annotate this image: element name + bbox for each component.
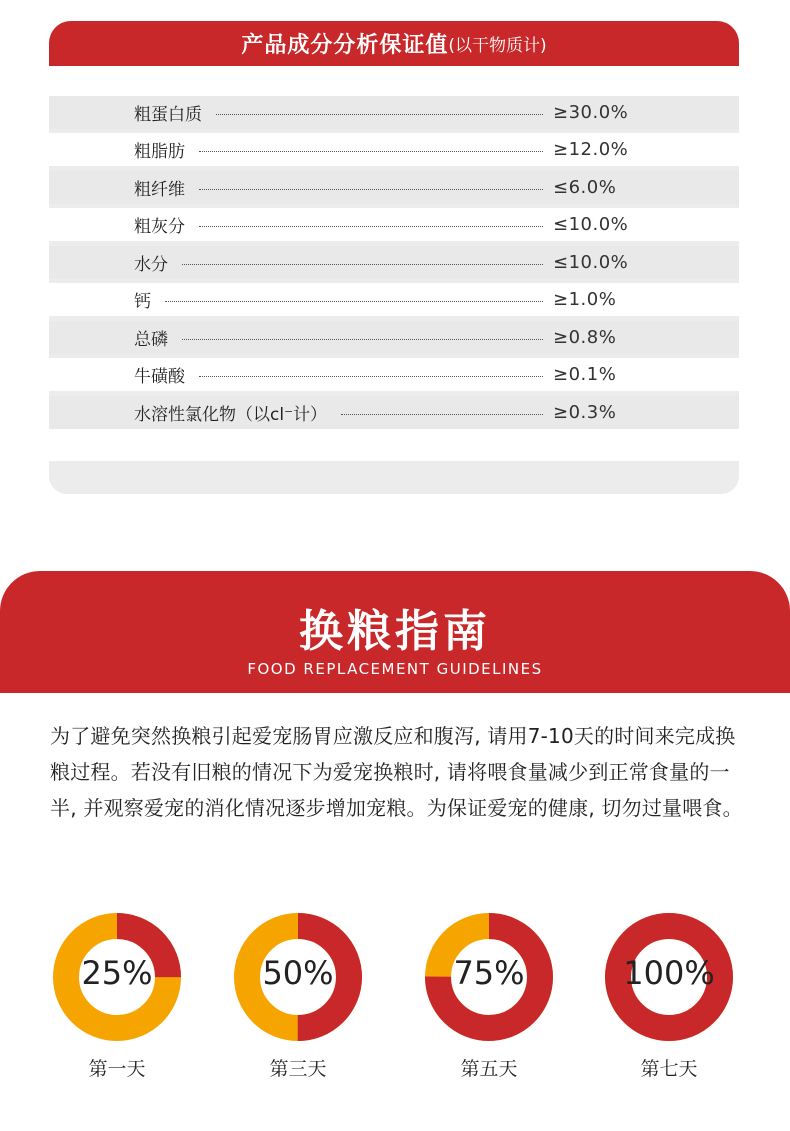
nutrient-value: ≥0.8% — [553, 327, 617, 348]
analysis-header — [49, 21, 739, 66]
guide-title: 换粮指南 — [299, 606, 491, 657]
nutrient-name: 粗蛋白质 — [134, 105, 202, 125]
guide-subtitle: FOOD REPLACEMENT GUIDELINES — [247, 660, 543, 678]
nutrient-name: 粗纤维 — [134, 180, 185, 200]
analysis-table — [49, 96, 739, 494]
table-row — [49, 246, 739, 279]
analysis-title: 产品成分分析保证值 — [241, 33, 449, 58]
percent-label: 100% — [623, 954, 715, 992]
table-row — [49, 283, 739, 316]
nutrient-name: 水溶性氯化物（以cl⁻计） — [134, 405, 328, 425]
schedule-item — [233, 912, 363, 1081]
nutrient-name: 粗脂肪 — [134, 142, 185, 162]
day-label: 第一天 — [88, 1058, 146, 1080]
nutrient-value: ≤10.0% — [553, 252, 629, 273]
table-row — [49, 133, 739, 166]
table-row — [49, 171, 739, 204]
dot-leader — [341, 413, 543, 415]
table-row — [49, 321, 739, 354]
dot-leader — [199, 225, 543, 227]
day-label: 第三天 — [269, 1058, 327, 1080]
percent-label: 25% — [81, 954, 153, 992]
day-label: 第五天 — [460, 1058, 518, 1080]
table-row — [49, 208, 739, 241]
table-row — [49, 396, 739, 429]
nutrient-value: ≤10.0% — [553, 214, 629, 235]
guide-header — [0, 571, 790, 693]
nutrient-name: 水分 — [134, 255, 168, 275]
schedule-item — [424, 912, 554, 1081]
transition-schedule — [0, 912, 790, 1092]
day-label: 第七天 — [640, 1058, 698, 1080]
dot-leader — [165, 300, 543, 302]
nutrient-value: ≤6.0% — [553, 177, 617, 198]
nutrient-value: ≥0.1% — [553, 364, 617, 385]
percent-label: 50% — [262, 954, 334, 992]
dot-leader — [199, 188, 543, 190]
percent-label: 75% — [453, 954, 525, 992]
schedule-item — [52, 912, 182, 1081]
dot-leader — [182, 338, 543, 340]
table-spacer — [49, 429, 739, 461]
dot-leader — [199, 375, 543, 377]
nutrient-name: 牛磺酸 — [134, 367, 185, 387]
nutrient-value: ≥12.0% — [553, 139, 629, 160]
table-row — [49, 96, 739, 129]
dot-leader — [199, 150, 543, 152]
nutrient-value: ≥0.3% — [553, 402, 617, 423]
guide-paragraph: 为了避免突然换粮引起爱宠肠胃应激反应和腹泻, 请用7-10天的时间来完成换粮过程。若没有旧粮的情况下为爱宠换粮时, 请将喂食量减少到正常食量的一半, 并观察爱宠的消化情况逐步增加宠粮。为保证爱宠的健康, 切勿过量喂食。 — [50, 724, 743, 820]
table-row — [49, 358, 739, 391]
nutrient-name: 总磷 — [134, 330, 168, 350]
dot-leader — [216, 113, 543, 115]
nutrient-name: 钙 — [134, 292, 151, 312]
dot-leader — [182, 263, 543, 265]
nutrient-value: ≥1.0% — [553, 289, 617, 310]
nutrient-value: ≥30.0% — [553, 102, 629, 123]
analysis-subtitle: (以干物质计) — [448, 36, 547, 56]
schedule-item — [604, 912, 734, 1081]
nutrient-name: 粗灰分 — [134, 217, 185, 237]
